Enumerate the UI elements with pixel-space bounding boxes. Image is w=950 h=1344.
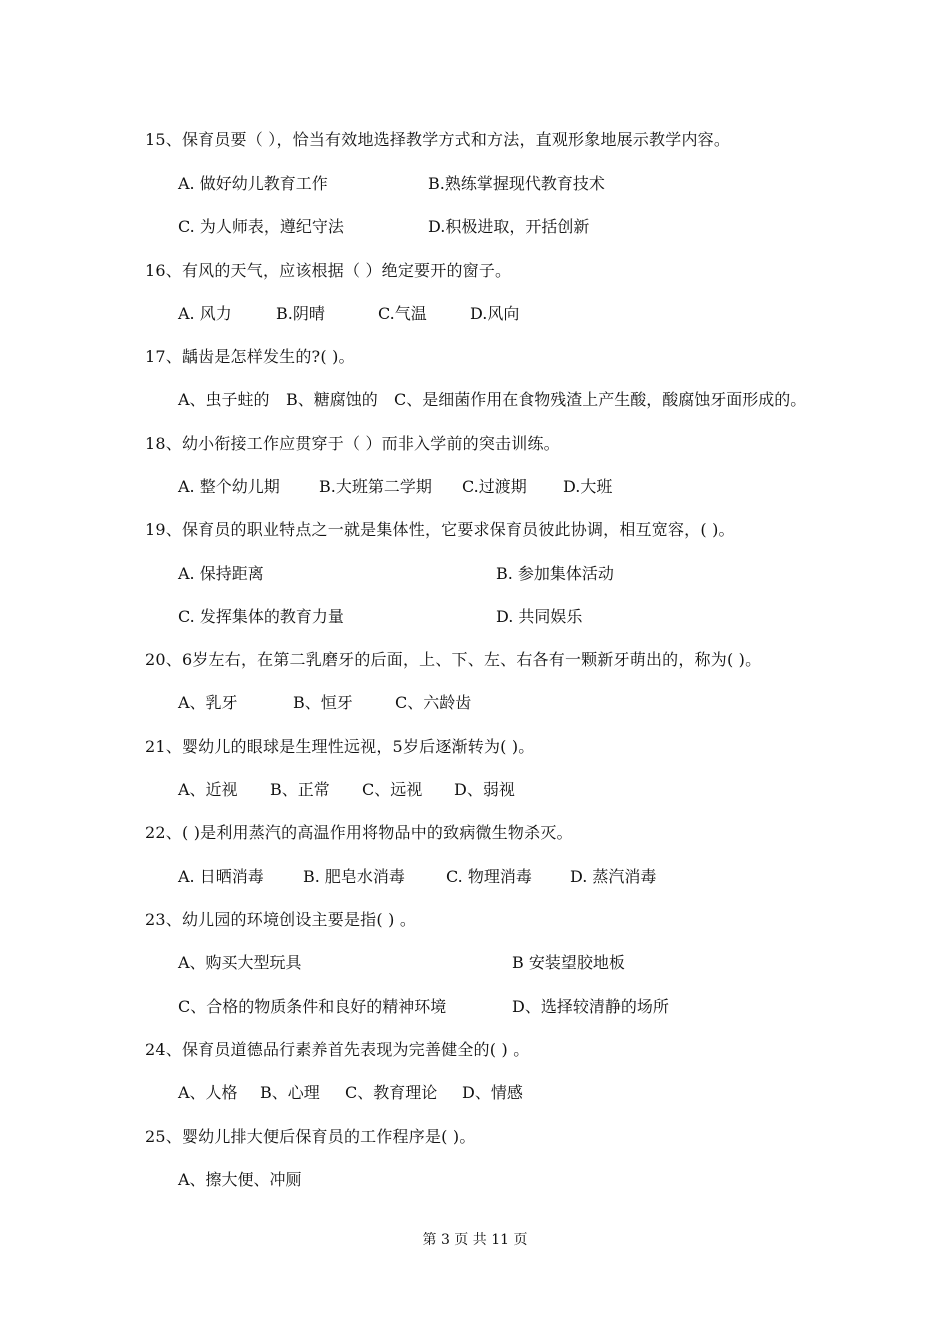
option-18-b: B.大班第二学期 — [319, 477, 432, 496]
question-16: 16、有风的天气，应该根据（ ）绝定要开的窗子。 — [145, 261, 512, 280]
question-25: 25、婴幼儿排大便后保育员的工作程序是( )。 — [145, 1127, 476, 1146]
option-15-a: A. 做好幼儿教育工作 — [178, 174, 328, 193]
option-22-d: D. 蒸汽消毒 — [570, 867, 657, 886]
question-20: 20、6岁左右，在第二乳磨牙的后面，上、下、左、右各有一颗新牙萌出的，称为( )。 — [145, 650, 762, 669]
option-19-b: B. 参加集体活动 — [496, 564, 614, 583]
question-18: 18、幼小衔接工作应贯穿于（ ）而非入学前的突击训练。 — [145, 434, 560, 453]
page-number-footer: 第 3 页 共 11 页 — [422, 1232, 528, 1248]
option-23-c: C、合格的物质条件和良好的精神环境 — [178, 997, 447, 1016]
option-17-b: B、糖腐蚀的 — [286, 390, 378, 409]
option-20-a: A、乳牙 — [178, 693, 238, 712]
option-21-c: C、远视 — [362, 780, 423, 799]
question-17: 17、龋齿是怎样发生的?( )。 — [145, 347, 355, 366]
option-20-b: B、恒牙 — [293, 693, 353, 712]
option-23-b: B 安装望胶地板 — [512, 953, 625, 972]
option-25-a: A、擦大便、冲厕 — [178, 1170, 302, 1189]
option-21-d: D、弱视 — [454, 780, 515, 799]
option-16-b: B.阴晴 — [276, 304, 325, 323]
option-16-a: A. 风力 — [178, 304, 232, 323]
question-23: 23、幼儿园的环境创设主要是指( ) 。 — [145, 910, 417, 929]
option-22-c: C. 物理消毒 — [446, 867, 532, 886]
option-21-a: A、近视 — [178, 780, 238, 799]
option-24-c: C、教育理论 — [345, 1083, 438, 1102]
option-23-a: A、购买大型玩具 — [178, 953, 302, 972]
option-15-d: D.积极进取，开括创新 — [428, 217, 590, 236]
option-18-a: A. 整个幼儿期 — [178, 477, 280, 496]
question-21: 21、婴幼儿的眼球是生理性远视，5岁后逐渐转为( )。 — [145, 737, 535, 756]
option-18-d: D.大班 — [563, 477, 613, 496]
option-17-c: C、是细菌作用在食物残渣上产生酸，酸腐蚀牙面形成的。 — [394, 390, 807, 409]
option-16-c: C.气温 — [378, 304, 427, 323]
option-16-d: D.风向 — [470, 304, 520, 323]
option-22-b: B. 肥皂水消毒 — [303, 867, 405, 886]
option-19-d: D. 共同娱乐 — [496, 607, 583, 626]
option-17-a: A、虫子蛀的 — [178, 390, 270, 409]
option-19-a: A. 保持距离 — [178, 564, 264, 583]
question-24: 24、保育员道德品行素养首先表现为完善健全的( ) 。 — [145, 1040, 530, 1059]
option-24-d: D、情感 — [462, 1083, 523, 1102]
question-15: 15、保育员要（ ），恰当有效地选择教学方式和方法，直观形象地展示教学内容。 — [145, 130, 731, 149]
question-22: 22、( )是利用蒸汽的高温作用将物品中的致病微生物杀灭。 — [145, 823, 573, 842]
option-18-c: C.过渡期 — [462, 477, 527, 496]
option-15-b: B.熟练掌握现代教育技术 — [428, 174, 605, 193]
option-19-c: C. 发挥集体的教育力量 — [178, 607, 344, 626]
option-20-c: C、六龄齿 — [395, 693, 472, 712]
option-24-b: B、心理 — [260, 1083, 320, 1102]
option-24-a: A、人格 — [178, 1083, 238, 1102]
option-15-c: C. 为人师表，遵纪守法 — [178, 217, 344, 236]
option-22-a: A. 日晒消毒 — [178, 867, 264, 886]
option-23-d: D、选择较清静的场所 — [512, 997, 669, 1016]
option-21-b: B、正常 — [270, 780, 330, 799]
question-19: 19、保育员的职业特点之一就是集体性，它要求保育员彼此协调，相互宽容，( )。 — [145, 520, 735, 539]
